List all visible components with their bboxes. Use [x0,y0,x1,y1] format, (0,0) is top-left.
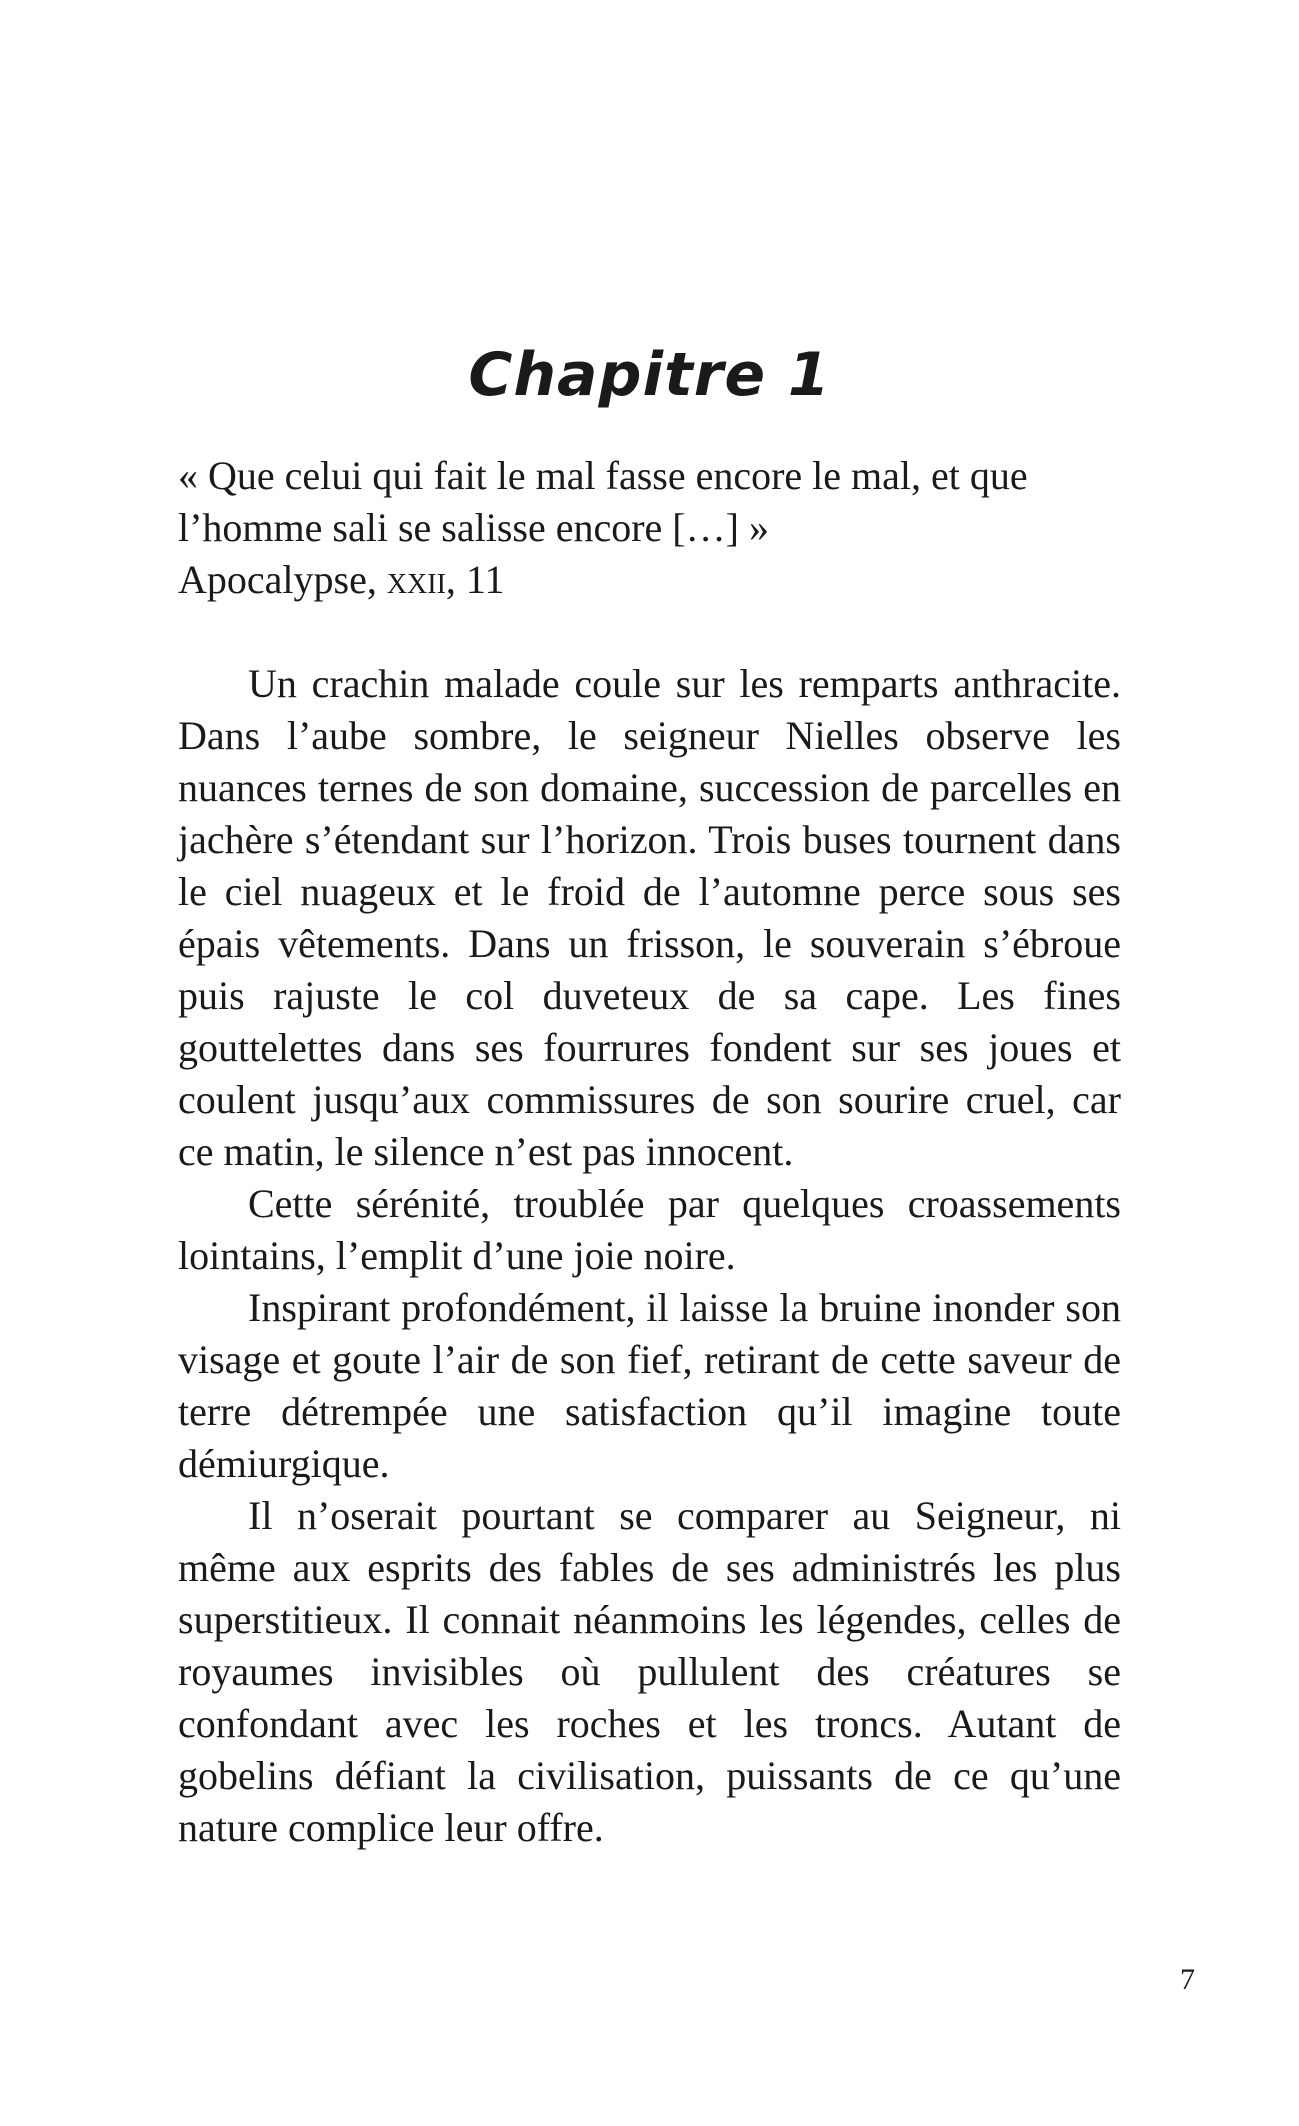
epigraph [178,450,1138,606]
chapter-title: Chapitre 1 [468,340,831,410]
epigraph-line-1: « Que celui qui fait le mal fasse encore le mal, et que [178,453,1028,498]
paragraph: Inspirant profondément, il laisse la bruine inonder son visage et goute l’air de son fief, retirant de cette saveur de terre détrempée une satisfaction qu’il imagine toute démiurgique. [178,1285,1121,1486]
paragraph: Un crachin malade coule sur les remparts anthracite. Dans l’aube sombre, le seigneur Nielles observe les nuances ternes de son domaine, succession de parcelles en jachère s’étendant sur l’horizon. Trois buses tournent dans le ciel nuageux et le froid de l’automne perce sous ses épais vêtements. Dans un frisson, le souverain s’ébroue puis rajuste le col duveteux de sa cape. Les fines gouttelettes dans ses fourrures fondent sur ses joues et coulent jusqu’aux commissures de son sourire cruel, car ce matin, le silence n’est pas innocent. [178,661,1121,1174]
page-number: 7 [1180,1963,1195,1996]
epigraph-line-2: l’homme sali se salisse encore […] » [178,505,769,550]
epigraph-source-verse: , 11 [445,557,505,602]
epigraph-source-prefix: Apocalypse, [178,557,387,602]
epigraph-source [178,554,1138,606]
body-text [178,658,1121,1854]
paragraph: Il n’oserait pourtant se comparer au Seigneur, ni même aux esprits des fables de ses administrés les plus superstitieux. Il connait néanmoins les légendes, celles de royaumes invisibles où pullulent des créatures se confondant avec les roches et les troncs. Autant de gobelins défiant la civilisation, puissants de ce qu’une nature complice leur offre. [178,1493,1121,1850]
paragraph: Cette sérénité, troublée par quelques croassements lointains, l’emplit d’une joie noire. [178,1181,1121,1278]
epigraph-source-chapter: xxii [386,557,446,602]
